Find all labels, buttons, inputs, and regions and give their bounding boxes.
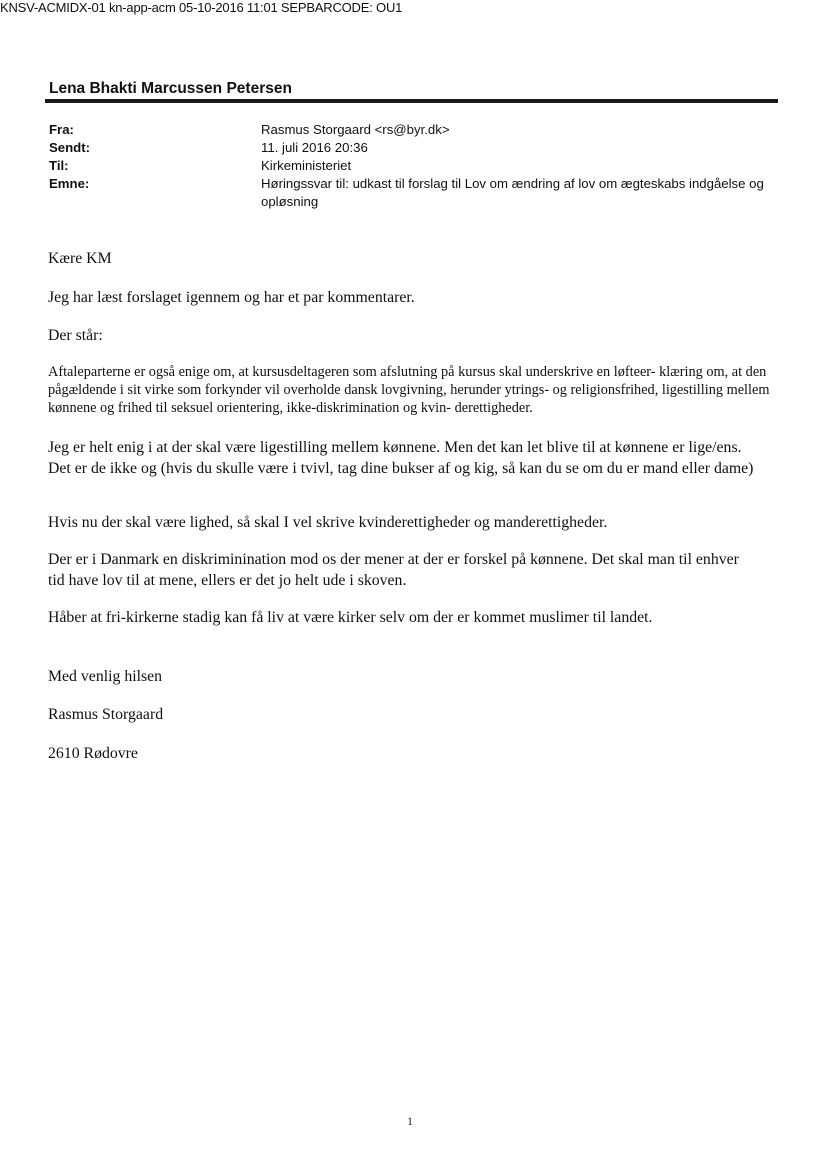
meta-row-from	[49, 121, 779, 139]
paragraph-discrimination: Der er i Danmark en diskriminination mod os der mener at der er forskel på kønnene. Det skal man til enhver tid have lov til at mene, ellers er det jo helt ude i skoven.	[48, 551, 739, 589]
meta-value-from: Rasmus Storgaard <rs@byr.dk>	[261, 122, 450, 137]
meta-value-to: Kirkeministeriet	[261, 158, 352, 173]
signature-name: Rasmus Storgaard	[48, 706, 164, 723]
paragraph-rights: Hvis nu der skal være lighed, så skal I vel skrive kvinderettigheder og manderettigheder.	[48, 514, 608, 531]
header-rule	[45, 99, 778, 103]
meta-value-sent: 11. juli 2016 20:36	[261, 140, 368, 155]
paragraph-quote-lead: Der står:	[48, 327, 103, 344]
signature-address: 2610 Rødovre	[48, 745, 138, 762]
closing: Med venlig hilsen	[48, 668, 163, 685]
meta-row-subject	[49, 175, 779, 211]
paragraph-intro: Jeg har læst forslaget igennem og har et par kommentarer.	[48, 289, 415, 306]
meta-row-sent	[49, 139, 779, 157]
mailbox-owner-name: Lena Bhakti Marcussen Petersen	[49, 80, 292, 97]
meta-row-to	[49, 157, 779, 175]
meta-label: Sendt:	[49, 140, 91, 155]
meta-label: Emne:	[49, 176, 90, 191]
meta-label: Til:	[49, 158, 69, 173]
greeting: Kære KM	[48, 250, 112, 267]
quoted-passage: Aftaleparterne er også enige om, at kursusdeltageren som afslutning på kursus skal underskrive en løfteer- klæring om, at den pågældende i sit virke som forkynder vil overholde dansk lovgivning, herunder ytrings- og religionsfrihed, ligestilling mellem kønnene og frihed til seksuel orientering, ikke-diskrimination og kvin- derettigheder.	[48, 364, 770, 416]
paragraph-equality: Jeg er helt enig i at der skal være ligestilling mellem kønnene. Men det kan let blive til at kønnene er lige/ens. Det er de ikke og (hvis du skulle være i tvivl, tag dine bukser af og kig, så kan du se om du er mand eller dame)	[48, 439, 754, 477]
paragraph-free-churches: Håber at fri-kirkerne stadig kan få liv at være kirker selv om der er kommet muslimer til landet.	[48, 609, 653, 626]
meta-label: Fra:	[49, 122, 74, 137]
fax-header: KNSV-ACMIDX-01 kn-app-acm 05-10-2016 11:01 SEPBARCODE: OU1	[0, 0, 403, 15]
email-metadata	[49, 121, 779, 211]
page-number: 1	[407, 1114, 413, 1128]
meta-value-subject: Høringssvar til: udkast til forslag til Lov om ændring af lov om ægteskabs indgåelse og opløsning	[261, 176, 764, 209]
